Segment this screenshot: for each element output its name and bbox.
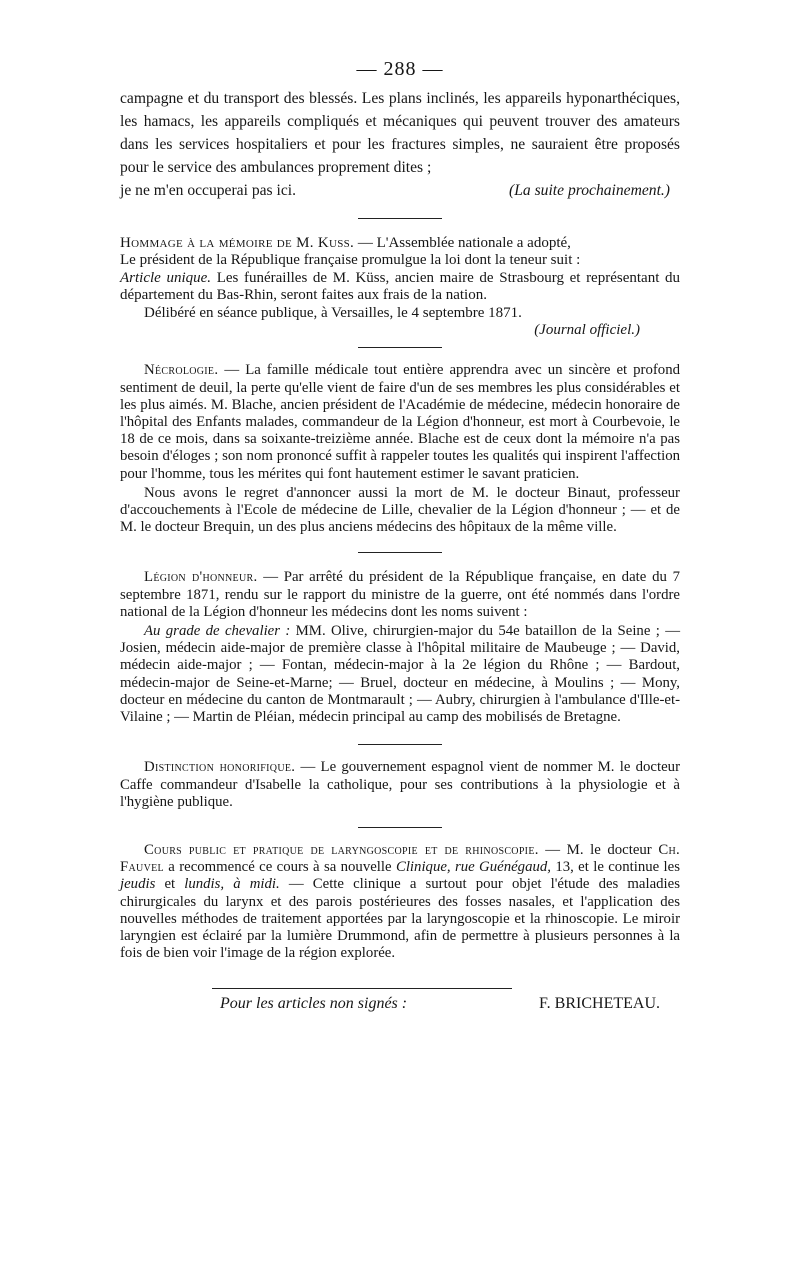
cours-text-d: et bbox=[155, 876, 185, 893]
continuation-last-line: je ne m'en occuperai pas ici. bbox=[120, 182, 296, 199]
necrologie-para1: — La famille médicale tout entière apprendra avec un sincère et profond sentiment de deuil, la perte qu'elle vient de faire d'un de ses membres les plus considérables et les plus aimés. M. Blache, ancien président de l'Académie de médecine, médecin honoraire de l'hôpital des Enfants malades, commandeur de la Légion d'honneur, est mort à Courbevoie, le 18 de ce mois, dans sa soixante-treizième année. Blache est de ceux dont la mémoire n'a pas besoin d'éloges ; son nom prononcé suffit à rappeler toutes les qualités qui inspirent l'affection pour l'homme, tous les mérites qui font hautement estimer le savant praticien. bbox=[120, 362, 680, 482]
legion-section bbox=[120, 569, 680, 726]
continuation-text: campagne et du transport des blessés. Les plans inclinés, les appareils hyponarthéciques, les hamacs, les appareils compliqués et mécaniques qui peuvent trouver des amateurs dans les services hospitaliers et pour les fractures simples, ne sauraient être proposés pour le service des ambulances proprement dites ; bbox=[120, 90, 680, 176]
section-divider bbox=[358, 827, 442, 828]
cours-section bbox=[120, 842, 680, 962]
cours-heading: Cours public et pratique de laryngoscopie et de rhinoscopie. bbox=[144, 841, 539, 858]
section-divider bbox=[358, 552, 442, 553]
necrologie-section bbox=[120, 362, 680, 536]
section-divider bbox=[358, 347, 442, 348]
cours-text-e: — Cette clinique a surtout pour objet l'étude des maladies chirurgicales du larynx et des parois postérieures des fosses nasales, et l'application des nouvelles méthodes de traitement apportées par la laryngoscopie et la rhinoscopie. Le miroir laryngien est éclairé par la lumière Drummond, afin de permettre à plusieurs personnes à la fois de bien voir l'image de la région explorée. bbox=[120, 876, 680, 962]
cours-text-b: a recommencé ce cours à sa nouvelle bbox=[163, 859, 396, 876]
hommage-heading: Hommage à la mémoire de M. Kuss. bbox=[120, 235, 355, 251]
cours-days2: lundis, à midi. bbox=[184, 876, 280, 893]
article-label: Article unique. bbox=[120, 269, 212, 286]
distinction-text: — Le gouvernement espagnol vient de nommer M. le docteur Caffe commandeur d'Isabelle la catholique, pour ses contributions à la physiologie et à l'hygiène publique. bbox=[120, 759, 681, 810]
page-number: — 288 — bbox=[356, 58, 444, 80]
hommage-line2: Le président de la République française promulgue la loi dont la teneur suit : bbox=[120, 252, 581, 269]
continuation-tail bbox=[120, 179, 680, 202]
footer-left: Pour les articles non signés : bbox=[220, 995, 408, 1013]
necrologie-para2: Nous avons le regret d'annoncer aussi la mort de M. le docteur Binaut, professeur d'accouchements à l'Ecole de médecine de Lille, chevalier de la Légion d'honneur ; — et de M. le docteur Brequin, un des plus anciens médecins des hôpitaux de la même ville. bbox=[120, 484, 680, 536]
grade-text: MM. Olive, chirurgien-major du 54e bataillon de la Seine ; — Josien, médecin aide-major de première classe à l'hôpital militaire de Maubeuge ; — David, médecin aide-major ; — Fontan, médecin-major à la 2e légion du Rhône ; — Bardout, médecin-major de Seine-et-Marne; — Bruel, docteur en médecine, à Moulins ; — Mony, docteur en médecine du canton de Montmarault ; — Aubry, chirurgien à l'ambulance d'Ille-et-Vilaine ; — Martin de Pléian, médecin principal au camp des mobilisés de Bretagne. bbox=[120, 623, 680, 726]
distinction-heading: Distinction honorifique. bbox=[144, 759, 296, 776]
deliberation-text: Délibéré en séance publique, à Versailles, le 4 septembre 1871. bbox=[144, 304, 522, 321]
section-divider bbox=[358, 744, 442, 745]
cours-text-a: — M. le docteur bbox=[538, 841, 659, 858]
cours-name: Ch. Fauvel bbox=[120, 841, 681, 876]
hommage-source: (Journal officiel.) bbox=[534, 322, 640, 339]
distinction-section bbox=[120, 759, 680, 811]
footer-signature: F. BRICHETEAU. bbox=[539, 995, 660, 1013]
hommage-line1: — L'Assemblée nationale a adopté, bbox=[354, 235, 571, 251]
article-text: Les funérailles de M. Küss, ancien maire de Strasbourg et représentant du département du Bas-Rhin, seront faites aux frais de la nation. bbox=[120, 269, 680, 304]
footer-divider bbox=[212, 988, 512, 989]
continuation-section bbox=[120, 87, 680, 202]
continuation-note: (La suite prochainement.) bbox=[509, 182, 670, 199]
cours-days: jeudis bbox=[120, 876, 156, 893]
necrologie-heading: Nécrologie. bbox=[144, 362, 219, 379]
hommage-section bbox=[120, 235, 680, 339]
section-divider bbox=[358, 218, 442, 219]
grade-label: Au grade de chevalier : bbox=[144, 623, 291, 640]
cours-clinique: Clinique, rue Guénégaud, bbox=[395, 859, 551, 876]
legion-heading: Légion d'honneur. bbox=[144, 569, 258, 586]
cours-text-c: 13, et le continue les bbox=[550, 859, 680, 876]
journal-page bbox=[120, 58, 680, 1013]
legion-para1: — Par arrêté du président de la République française, en date du 7 septembre 1871, rendu sur le rapport du ministre de la guerre, ont été nommés dans l'ordre national de la Légion d'honneur les médecins dont les noms suivent : bbox=[120, 569, 680, 620]
footer bbox=[120, 995, 680, 1013]
